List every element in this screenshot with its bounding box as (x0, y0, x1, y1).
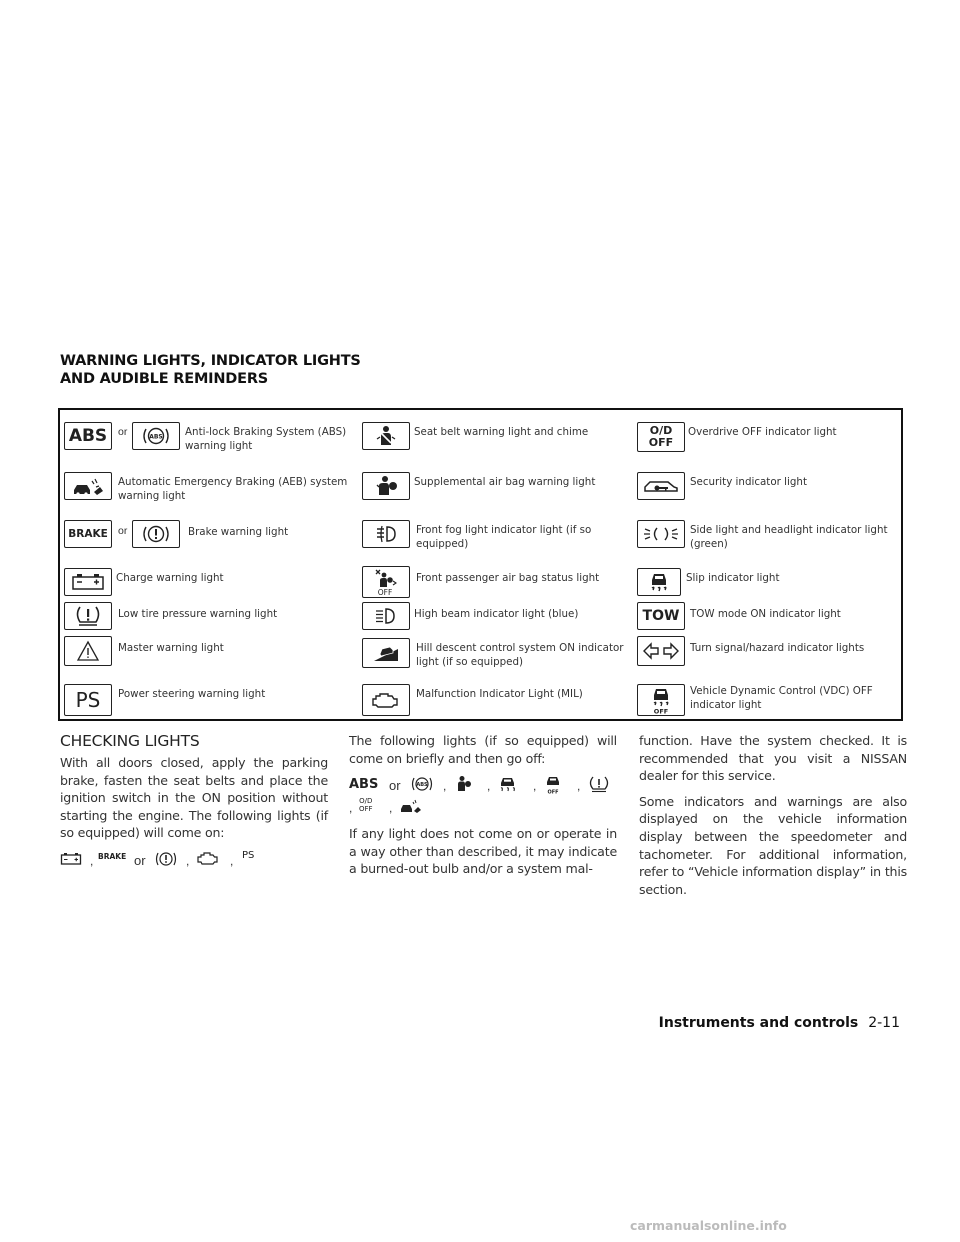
table-row (60, 518, 901, 562)
passenger-airbag-off-icon (362, 566, 410, 598)
od-off-icon-bottom: OFF (359, 805, 373, 814)
fog-cell (360, 518, 635, 562)
checking-paragraph-4: function. Have the system checked. It is recommended that you visit a NISSAN dealer for this service. (639, 733, 907, 784)
charge-cell (60, 566, 355, 602)
abs-label: Anti-lock Braking System (ABS) warning light (185, 426, 347, 452)
abs-circle-icon (409, 775, 435, 793)
brake-icon-text: BRAKE (68, 528, 108, 540)
table-row (60, 566, 901, 602)
tire-cell (60, 602, 355, 636)
abs-circle-text: ABS (416, 782, 428, 789)
tow-label: TOW mode ON indicator light (690, 608, 841, 620)
vdc-off-icon (543, 775, 563, 795)
side-light-label: Side light and headlight indicator light (green) (690, 524, 888, 550)
side-light-icon (637, 520, 685, 548)
table-row (60, 602, 901, 636)
side-light-cell (635, 518, 905, 562)
section-title-line-2: AND AUDIBLE REMINDERS (60, 371, 269, 387)
brake-text-icon: BRAKE (98, 851, 127, 861)
aeb-cell (60, 470, 355, 512)
brake-circle-icon (132, 520, 180, 548)
high-beam-cell (360, 602, 635, 636)
column-2 (349, 732, 617, 886)
checking-lights-title: CHECKING LIGHTS (60, 732, 200, 750)
brake-text-icon (64, 520, 112, 548)
od-off-icon (637, 422, 685, 452)
comma: , (389, 801, 393, 816)
abs-text-icon (64, 422, 112, 450)
ps-label: Power steering warning light (118, 688, 266, 700)
aeb-icon (399, 797, 423, 815)
slip-cell (635, 566, 905, 602)
inline-icons-brief-row-1 (349, 775, 617, 797)
checking-paragraph-2: The following lights (if so equipped) will come on briefly and then go off: (349, 733, 617, 766)
comma: , (349, 801, 353, 816)
engine-icon (362, 684, 410, 716)
brake-circle-icon (154, 850, 178, 868)
security-cell (635, 470, 905, 512)
checking-paragraph-5: Some indicators and warnings are also displayed on the vehicle information display between the speedometer and tachometer. For additional information, refer to “Vehicle information display” in this section. (639, 793, 907, 897)
tire-label: Low tire pressure warning light (118, 608, 278, 620)
ps-icon-text: PS (75, 688, 101, 712)
turn-signal-arrows-icon (637, 636, 685, 666)
vdc-off-text: OFF (547, 789, 559, 796)
tow-icon-text: TOW (642, 608, 680, 624)
tire-pressure-icon (64, 602, 112, 630)
passenger-airbag-off-text: OFF (377, 588, 393, 597)
tire-pressure-icon (587, 775, 611, 793)
vdc-off-cell (635, 682, 905, 720)
seatbelt-icon (362, 422, 410, 450)
comma: , (186, 853, 190, 868)
hill-descent-icon (362, 638, 410, 668)
table-row (60, 420, 901, 462)
seatbelt-label: Seat belt warning light and chime (414, 426, 589, 438)
section-title-line-1: WARNING LIGHTS, INDICATOR LIGHTS (60, 353, 361, 369)
mil-cell (360, 682, 635, 720)
column-1 (60, 732, 328, 876)
power-steering-icon (64, 684, 112, 716)
fog-light-icon (362, 520, 410, 548)
turn-signal-label: Turn signal/hazard indicator lights (690, 642, 865, 654)
seatbelt-cell (360, 420, 635, 462)
od-off-cell (635, 420, 905, 462)
ps-cell (60, 682, 355, 720)
comma: , (230, 853, 234, 868)
hill-descent-label: Hill descent control system ON indicator light (if so equipped) (416, 642, 624, 668)
slip-label: Slip indicator light (686, 572, 780, 584)
security-label: Security indicator light (690, 476, 807, 488)
airbag-icon (362, 472, 410, 500)
warning-triangle-icon (64, 636, 112, 666)
abs-circle-text: ABS (149, 433, 163, 441)
master-cell (60, 636, 355, 678)
checking-paragraph-3: If any light does not come on or operate in a way other than described, it may indicate a burned-out bulb and/or a system mal- (349, 826, 617, 877)
vdc-off-label: Vehicle Dynamic Control (VDC) OFF indicator light (690, 685, 873, 711)
comma: , (533, 779, 537, 794)
od-off-icon (359, 797, 373, 813)
comma: , (443, 779, 447, 794)
or-label: or (118, 426, 128, 438)
abs-cell (60, 420, 355, 462)
column-3 (639, 732, 907, 906)
comma: , (487, 779, 491, 794)
hill-descent-cell (360, 636, 635, 678)
high-beam-icon (362, 602, 410, 630)
turn-signal-cell (635, 636, 905, 678)
airbag-label: Supplemental air bag warning light (414, 476, 596, 488)
brake-label: Brake warning light (188, 526, 289, 538)
tow-cell (635, 602, 905, 636)
page-footer (659, 1015, 900, 1031)
page-number: 2-11 (868, 1015, 900, 1031)
table-row (60, 682, 901, 720)
engine-icon (196, 850, 220, 868)
charge-label: Charge warning light (116, 572, 224, 584)
aeb-icon (64, 472, 112, 500)
abs-circle-icon (132, 422, 180, 450)
or-label: or (134, 852, 146, 868)
abs-text-icon: ABS (349, 777, 379, 793)
airbag-icon (453, 775, 475, 793)
table-row (60, 470, 901, 512)
battery-icon (60, 852, 82, 866)
aeb-label: Automatic Emergency Braking (AEB) system warning light (118, 476, 348, 502)
airbag-cell (360, 470, 635, 512)
passenger-airbag-label: Front passenger air bag status light (416, 572, 600, 584)
comma: , (577, 779, 581, 794)
high-beam-label: High beam indicator light (blue) (414, 608, 579, 620)
fog-label: Front fog light indicator light (if so equipped) (416, 524, 592, 550)
watermark: carmanualsonline.info (630, 1218, 787, 1233)
or-label: or (389, 778, 401, 794)
od-off-label: Overdrive OFF indicator light (688, 426, 837, 438)
battery-icon (64, 568, 112, 596)
table-row (60, 636, 901, 678)
slip-icon (637, 568, 681, 596)
inline-icons-brief-row-2 (349, 797, 617, 819)
inline-icons-on (60, 850, 328, 876)
od-off-icon-bottom: OFF (648, 436, 674, 449)
vdc-off-icon (637, 684, 685, 716)
passenger-airbag-cell (360, 566, 635, 602)
checking-paragraph-1: With all doors closed, apply the parking brake, fasten the seat belts and place the ignition switch in the ON position without starting the engine. The following lights (if so equipped) will come on: (60, 755, 328, 841)
or-label: or (118, 525, 128, 537)
slip-icon (497, 775, 519, 793)
mil-label: Malfunction Indicator Light (MIL) (416, 688, 583, 700)
power-steering-icon: PS (242, 849, 255, 861)
section-title (60, 352, 460, 388)
master-label: Master warning light (118, 642, 224, 654)
vdc-off-text: OFF (653, 707, 669, 715)
od-off-icon-top: O/D (649, 424, 673, 437)
warning-lights-table (58, 408, 903, 721)
footer-section: Instruments and controls (658, 1015, 859, 1031)
comma: , (90, 853, 94, 868)
security-car-key-icon (637, 472, 685, 500)
tow-icon (637, 602, 685, 630)
od-off-icon-top: O/D (359, 797, 373, 806)
abs-icon-text: ABS (68, 426, 108, 446)
brake-cell (60, 518, 355, 562)
